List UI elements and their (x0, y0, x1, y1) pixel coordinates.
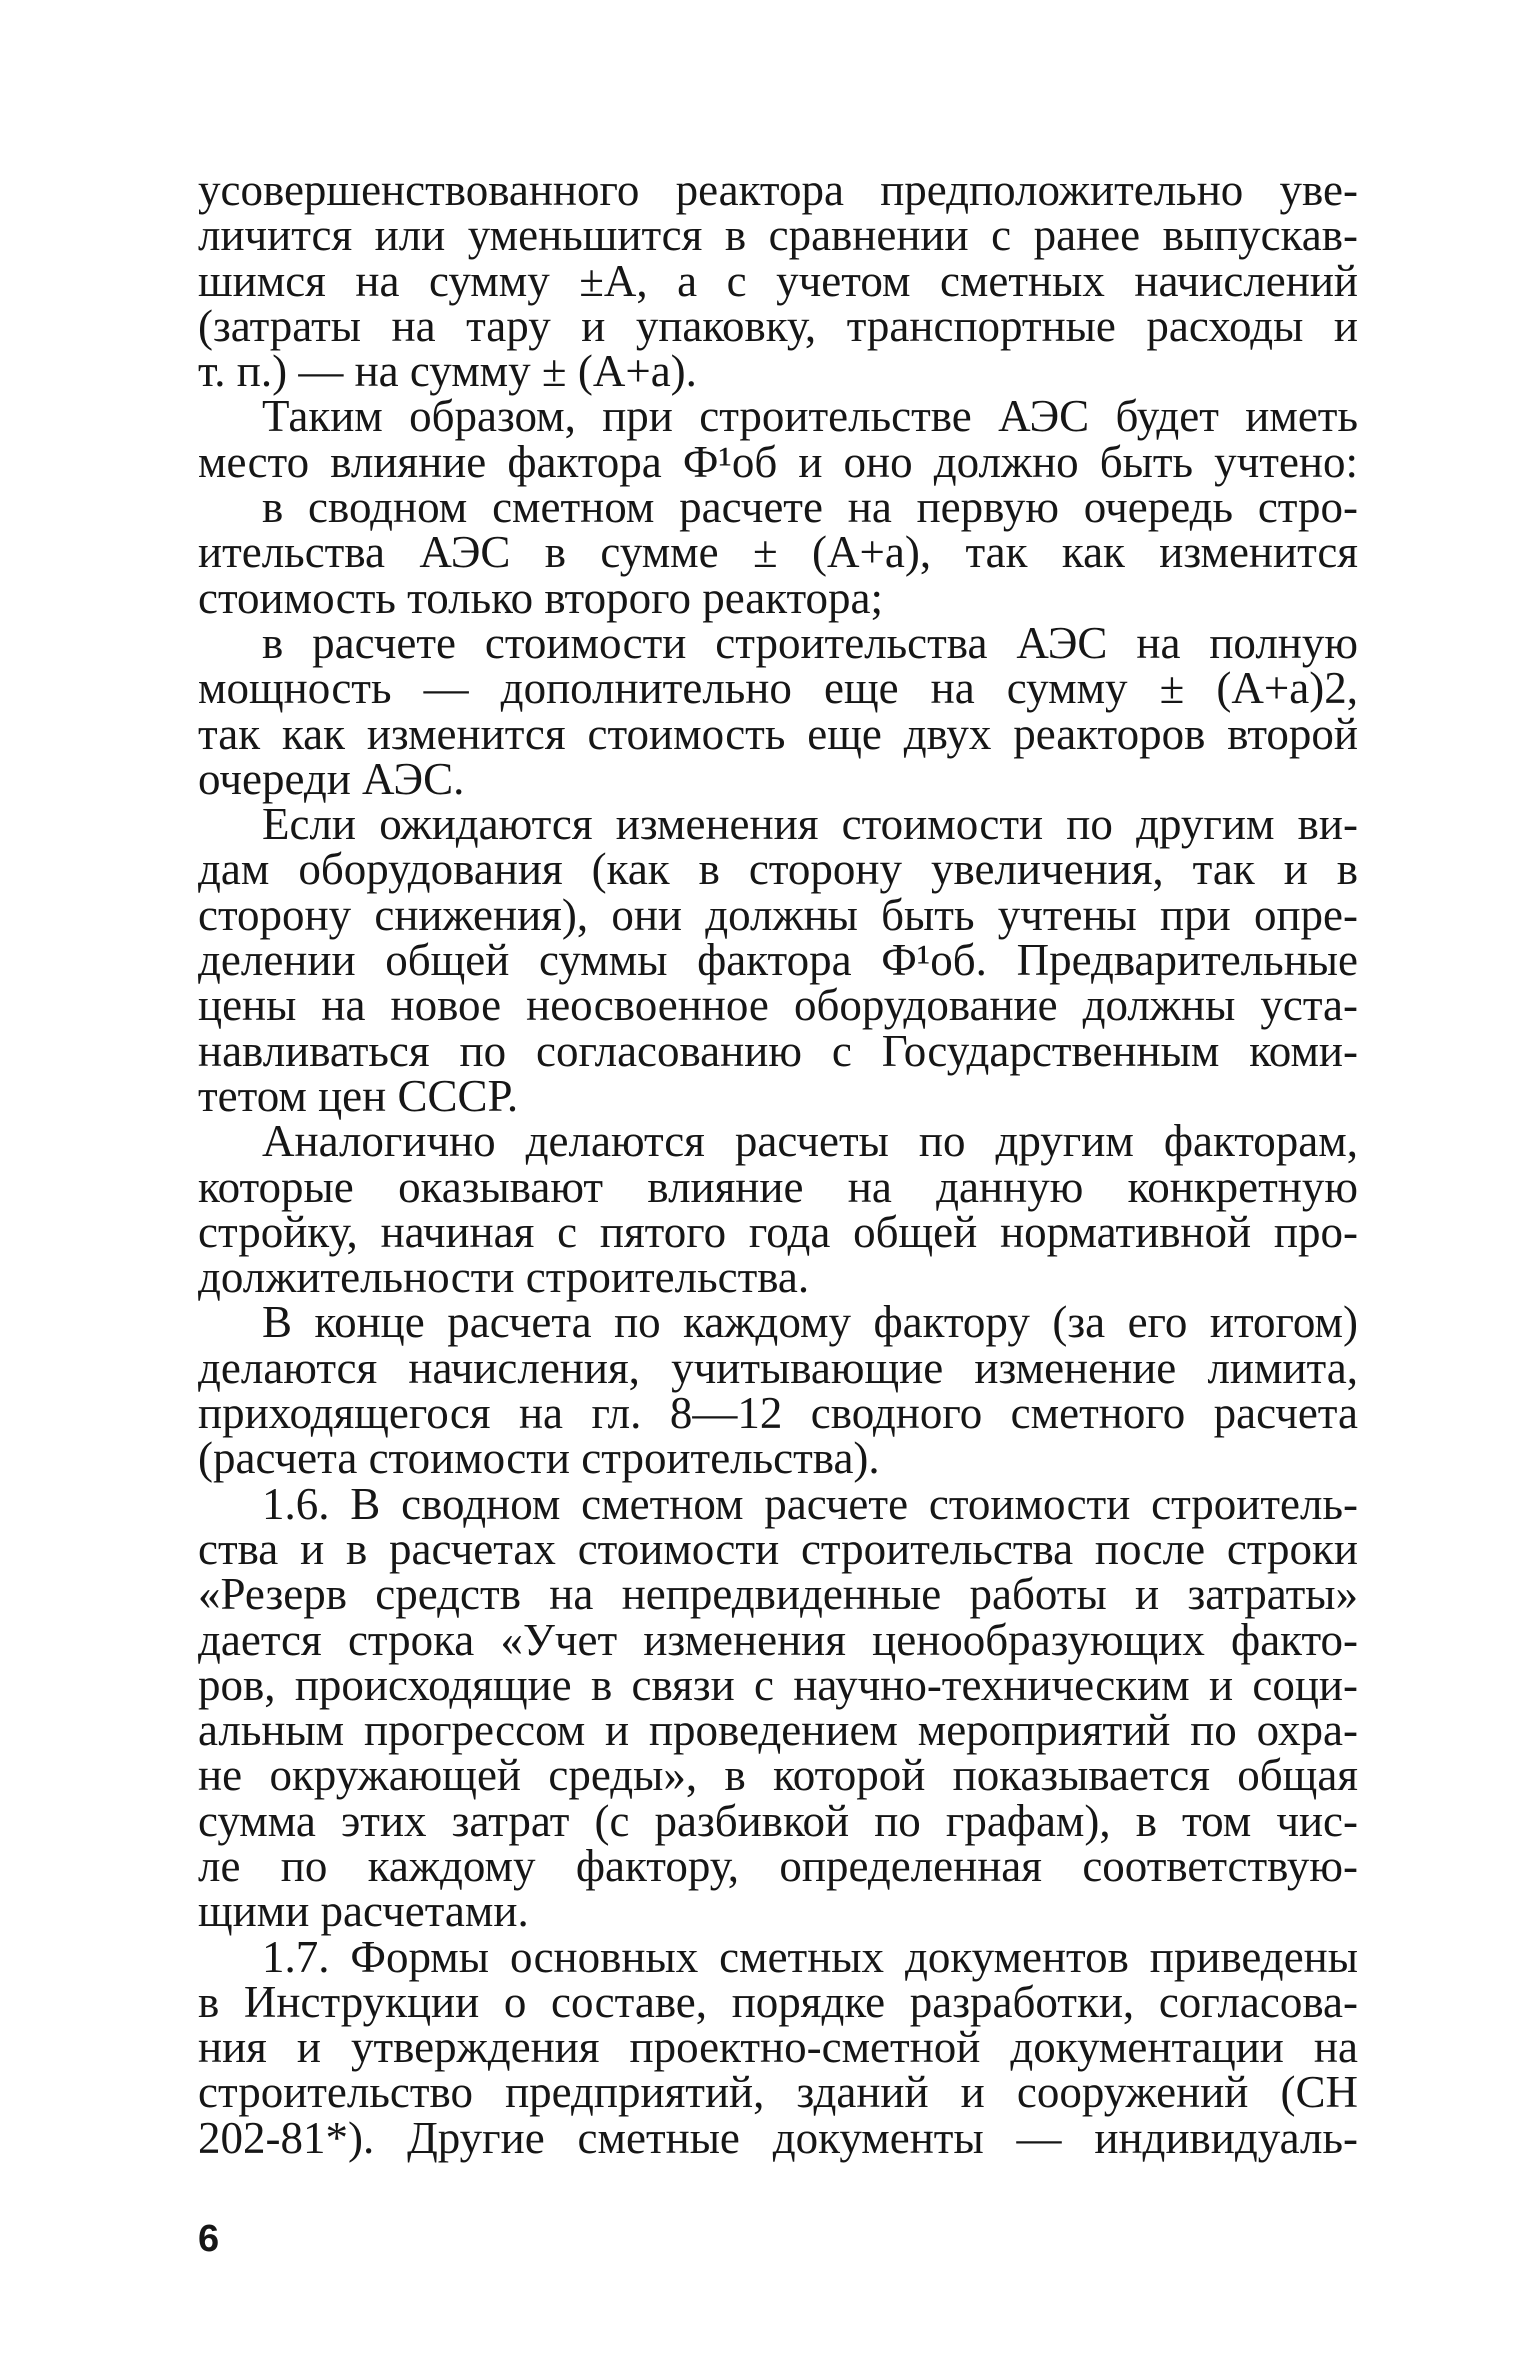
text-line: должительности строительства. (198, 1252, 810, 1303)
text-line: 1.7. Формы основных сметных документов приведены (262, 1931, 1358, 1982)
document-page (198, 165, 1358, 2163)
text-line: в Инструкции о составе, порядке разработки, согласова- (198, 1976, 1358, 2027)
text-line: не окружающей среды», в которой показывается общая (198, 1750, 1358, 1801)
text-line: шимся на сумму ±А, а с учетом сметных начислений (198, 255, 1358, 306)
text-line: тетом цен СССР. (198, 1070, 519, 1121)
text-line: дается строка «Учет изменения ценообразующих факто- (198, 1614, 1358, 1665)
text-line: в расчете стоимости строительства АЭС на полную (262, 617, 1358, 668)
text-line: приходящегося на гл. 8—12 сводного сметного расчета (198, 1388, 1358, 1439)
text-line: стоимость только второго реактора; (198, 572, 884, 623)
text-line: Аналогично делаются расчеты по другим факторам, (262, 1116, 1358, 1167)
text-line: личится или уменьшится в сравнении с ранее выпускав- (198, 210, 1358, 261)
text-line: (расчета стоимости строительства). (198, 1433, 880, 1484)
text-line: (затраты на тару и упаковку, транспортные расходы и (198, 300, 1358, 351)
text-line: альным прогрессом и проведением мероприятий по охра- (198, 1705, 1358, 1756)
page-number: 6 (198, 2218, 220, 2260)
text-line: ства и в расчетах стоимости строительства после строки (198, 1523, 1358, 1574)
text-line: строительство предприятий, зданий и сооружений (СН (198, 2067, 1358, 2118)
text-line: т. п.) — на сумму ± (А+а). (198, 346, 697, 397)
text-line: сторону снижения), они должны быть учтены при опре- (198, 889, 1358, 940)
document-text-body (198, 165, 1358, 2163)
text-line: делении общей суммы фактора Ф¹об. Предварительные (198, 935, 1358, 986)
text-line: делаются начисления, учитывающие изменение лимита, (198, 1342, 1358, 1393)
text-line: ительства АЭС в сумме ± (А+а), так как изменится (198, 527, 1358, 578)
text-line: навливаться по согласованию с Государственным коми- (198, 1025, 1358, 1076)
text-line: так как изменится стоимость еще двух реакторов второй (198, 708, 1358, 759)
text-line: Таким образом, при строительстве АЭС будет иметь (262, 391, 1358, 442)
text-line: стройку, начиная с пятого года общей нормативной про- (198, 1206, 1358, 1257)
text-line: «Резерв средств на непредвиденные работы и затраты» (198, 1569, 1358, 1620)
text-line: ров, происходящие в связи с научно-техническим и соци- (198, 1659, 1358, 1710)
text-line: Если ожидаются изменения стоимости по другим ви- (262, 799, 1358, 850)
text-line: очереди АЭС. (198, 753, 465, 804)
text-line: 1.6. В сводном сметном расчете стоимости строитель- (262, 1478, 1358, 1529)
text-line: щими расчетами. (198, 1886, 529, 1937)
text-line: 202-81*). Другие сметные документы — индивидуаль- (198, 2112, 1358, 2163)
text-line: мощность — дополнительно еще на сумму ± (А+а)2, (198, 663, 1358, 714)
text-line: сумма этих затрат (с разбивкой по графам), в том чис- (198, 1795, 1358, 1846)
text-line: в сводном сметном расчете на первую очередь стро- (262, 482, 1358, 533)
text-line: ния и утверждения проектно-сметной документации на (198, 2022, 1358, 2073)
text-line: цены на новое неосвоенное оборудование должны уста- (198, 980, 1358, 1031)
text-line: дам оборудования (как в сторону увеличения, так и в (198, 844, 1358, 895)
text-line: место влияние фактора Ф¹об и оно должно быть учтено: (198, 436, 1358, 487)
text-line: ле по каждому фактору, определенная соответствую- (198, 1840, 1358, 1891)
text-line: которые оказывают влияние на данную конкретную (198, 1161, 1358, 1212)
text-line: усовершенствованного реактора предположительно уве- (198, 165, 1358, 215)
text-line: В конце расчета по каждому фактору (за его итогом) (262, 1297, 1358, 1348)
